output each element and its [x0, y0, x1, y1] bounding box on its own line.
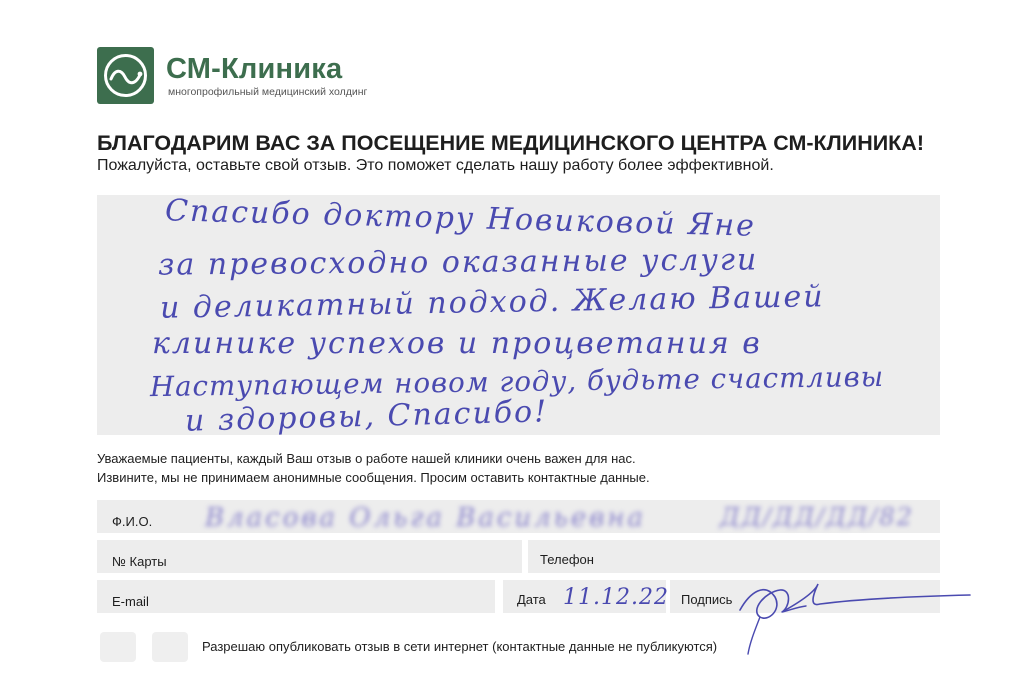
notice-line: Извините, мы не принимаем анонимные сообщения. Просим оставить контактные данные.: [97, 470, 650, 485]
review-line: и здоровы, Спасибо!: [184, 394, 549, 439]
handwritten-signature: [720, 562, 980, 662]
date-label: Дата: [517, 592, 546, 607]
review-line: Спасибо доктору Новиковой Яне: [164, 193, 757, 244]
date-value: 11.12.22: [563, 585, 669, 610]
consent-checkbox-yes[interactable]: [100, 632, 136, 662]
consent-checkbox-no[interactable]: [152, 632, 188, 662]
email-label: E-mail: [112, 594, 149, 609]
fio-value: Власова Ольга Васильевна: [205, 503, 646, 533]
fio-label: Ф.И.О.: [112, 514, 153, 529]
review-line: Наступающем новом году, будьте счастливы: [149, 359, 885, 404]
clinic-logo: [97, 47, 154, 104]
review-line: за превосходно оказанные услуги: [157, 242, 759, 283]
review-line: клинике успехов и процветания в: [152, 326, 762, 361]
consent-text: Разрешаю опубликовать отзыв в сети интернет (контактные данные не публикуются): [202, 639, 718, 654]
signature-label: Подпись: [681, 592, 733, 607]
card-number-label: № Карты: [112, 554, 167, 569]
phone-label: Телефон: [540, 552, 594, 567]
page-subtitle: Пожалуйста, оставьте свой отзыв. Это поможет сделать нашу работу более эффективной.: [97, 157, 774, 174]
fio-extra-value: ДД/ДД/ДД/82: [720, 503, 914, 531]
brand-name: СМ-Клиника: [166, 53, 343, 85]
notice-line: Уважаемые пациенты, каждый Ваш отзыв о работе нашей клиники очень важен для нас.: [97, 451, 636, 466]
brand-tagline: многопрофильный медицинский холдинг: [168, 86, 368, 98]
review-line: и деликатный подход. Желаю Вашей: [159, 279, 825, 326]
page-title: БЛАГОДАРИМ ВАС ЗА ПОСЕЩЕНИЕ МЕДИЦИНСКОГО ЦЕНТРА СМ-КЛИНИКА!: [97, 131, 924, 155]
email-field[interactable]: [97, 580, 495, 613]
snake-emblem-icon: [97, 47, 154, 104]
